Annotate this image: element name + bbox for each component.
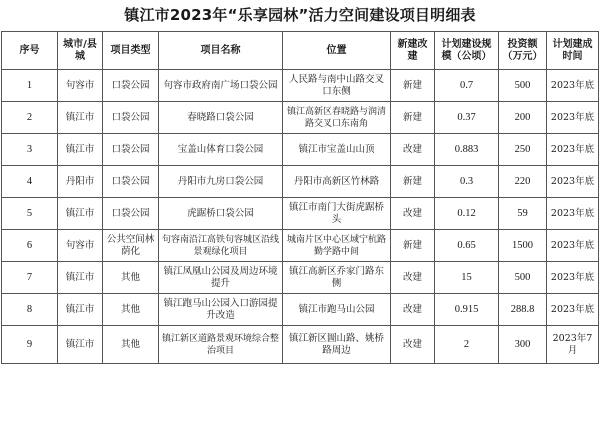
- table-row: [2, 134, 599, 166]
- cell-location: 镇江新区圌山路、姚桥路周边: [283, 326, 391, 364]
- cell-location: 镇江市南门大街虎踞桥头: [283, 198, 391, 230]
- project-table: [1, 31, 599, 364]
- cell-city: 丹阳市: [58, 166, 103, 198]
- cell-scale: 15: [435, 262, 499, 294]
- cell-type: 口袋公园: [103, 198, 159, 230]
- cell-build: 新建: [391, 166, 435, 198]
- cell-invest: 300: [499, 326, 547, 364]
- cell-name: 镇江跑马山公园入口游园提升改造: [159, 294, 283, 326]
- cell-invest: 500: [499, 262, 547, 294]
- cell-build: 新建: [391, 102, 435, 134]
- header-type: 项目类型: [103, 32, 159, 70]
- cell-type: 口袋公园: [103, 134, 159, 166]
- cell-city: 镇江市: [58, 102, 103, 134]
- header-city: 城市/县城: [58, 32, 103, 70]
- table-row: [2, 294, 599, 326]
- cell-name: 虎踞桥口袋公园: [159, 198, 283, 230]
- cell-name: 镇江凤凰山公园及周边环境提升: [159, 262, 283, 294]
- cell-type: 公共空间林荫化: [103, 230, 159, 262]
- header-scale: 计划建设规模（公顷）: [435, 32, 499, 70]
- table-row: [2, 326, 599, 364]
- cell-scale: 0.37: [435, 102, 499, 134]
- cell-name: 丹阳市九房口袋公园: [159, 166, 283, 198]
- cell-scale: 2: [435, 326, 499, 364]
- cell-city: 镇江市: [58, 326, 103, 364]
- cell-time: 2023年底: [547, 262, 599, 294]
- cell-build: 改建: [391, 262, 435, 294]
- table-row: [2, 230, 599, 262]
- table-row: [2, 166, 599, 198]
- cell-name: 宝盖山体育口袋公园: [159, 134, 283, 166]
- cell-scale: 0.3: [435, 166, 499, 198]
- cell-type: 口袋公园: [103, 70, 159, 102]
- cell-scale: 0.7: [435, 70, 499, 102]
- cell-city: 镇江市: [58, 262, 103, 294]
- cell-time: 2023年底: [547, 134, 599, 166]
- cell-scale: 0.12: [435, 198, 499, 230]
- cell-invest: 500: [499, 70, 547, 102]
- header-row: [2, 32, 599, 70]
- cell-time: 2023年底: [547, 198, 599, 230]
- table-row: [2, 102, 599, 134]
- cell-no: 4: [2, 166, 58, 198]
- cell-type: 其他: [103, 294, 159, 326]
- header-no: 序号: [2, 32, 58, 70]
- cell-build: 新建: [391, 230, 435, 262]
- cell-city: 句容市: [58, 70, 103, 102]
- cell-build: 改建: [391, 198, 435, 230]
- cell-location: 镇江高新区春晓路与润清路交叉口东南角: [283, 102, 391, 134]
- cell-no: 5: [2, 198, 58, 230]
- cell-no: 3: [2, 134, 58, 166]
- cell-time: 2023年底: [547, 102, 599, 134]
- header-location: 位置: [283, 32, 391, 70]
- table-title: 镇江市2023年“乐享园林”活力空间建设项目明细表: [124, 6, 476, 24]
- cell-type: 口袋公园: [103, 102, 159, 134]
- cell-no: 8: [2, 294, 58, 326]
- cell-city: 句容市: [58, 230, 103, 262]
- cell-time: 2023年7月: [547, 326, 599, 364]
- cell-build: 改建: [391, 134, 435, 166]
- cell-build: 改建: [391, 326, 435, 364]
- cell-city: 镇江市: [58, 198, 103, 230]
- cell-no: 6: [2, 230, 58, 262]
- cell-no: 9: [2, 326, 58, 364]
- cell-city: 镇江市: [58, 294, 103, 326]
- table-row: [2, 198, 599, 230]
- cell-location: 镇江高新区乔家门路东侧: [283, 262, 391, 294]
- cell-type: 口袋公园: [103, 166, 159, 198]
- cell-scale: 0.915: [435, 294, 499, 326]
- table-row: [2, 262, 599, 294]
- cell-invest: 200: [499, 102, 547, 134]
- header-time: 计划建成时间: [547, 32, 599, 70]
- cell-location: 人民路与南中山路交叉口东侧: [283, 70, 391, 102]
- cell-time: 2023年底: [547, 230, 599, 262]
- cell-name: 句容市政府南广场口袋公园: [159, 70, 283, 102]
- cell-type: 其他: [103, 326, 159, 364]
- cell-name: 镇江新区道路景观环境综合整治项目: [159, 326, 283, 364]
- header-name: 项目名称: [159, 32, 283, 70]
- cell-name: 句容南沿江高铁句容城区沿线景观绿化项目: [159, 230, 283, 262]
- cell-build: 新建: [391, 70, 435, 102]
- cell-no: 7: [2, 262, 58, 294]
- table-row: [2, 70, 599, 102]
- cell-scale: 0.65: [435, 230, 499, 262]
- cell-no: 2: [2, 102, 58, 134]
- cell-time: 2023年底: [547, 166, 599, 198]
- cell-invest: 1500: [499, 230, 547, 262]
- cell-type: 其他: [103, 262, 159, 294]
- cell-invest: 59: [499, 198, 547, 230]
- header-build: 新建改建: [391, 32, 435, 70]
- cell-city: 镇江市: [58, 134, 103, 166]
- cell-scale: 0.883: [435, 134, 499, 166]
- cell-build: 改建: [391, 294, 435, 326]
- cell-location: 城南片区中心区域宁杭路勤学路中间: [283, 230, 391, 262]
- header-invest: 投资额（万元）: [499, 32, 547, 70]
- cell-time: 2023年底: [547, 70, 599, 102]
- cell-location: 镇江市跑马山公园: [283, 294, 391, 326]
- cell-location: 丹阳市高新区竹林路: [283, 166, 391, 198]
- cell-time: 2023年底: [547, 294, 599, 326]
- cell-invest: 220: [499, 166, 547, 198]
- cell-invest: 250: [499, 134, 547, 166]
- cell-location: 镇江市宝盖山山顶: [283, 134, 391, 166]
- cell-name: 春晓路口袋公园: [159, 102, 283, 134]
- cell-invest: 288.8: [499, 294, 547, 326]
- cell-no: 1: [2, 70, 58, 102]
